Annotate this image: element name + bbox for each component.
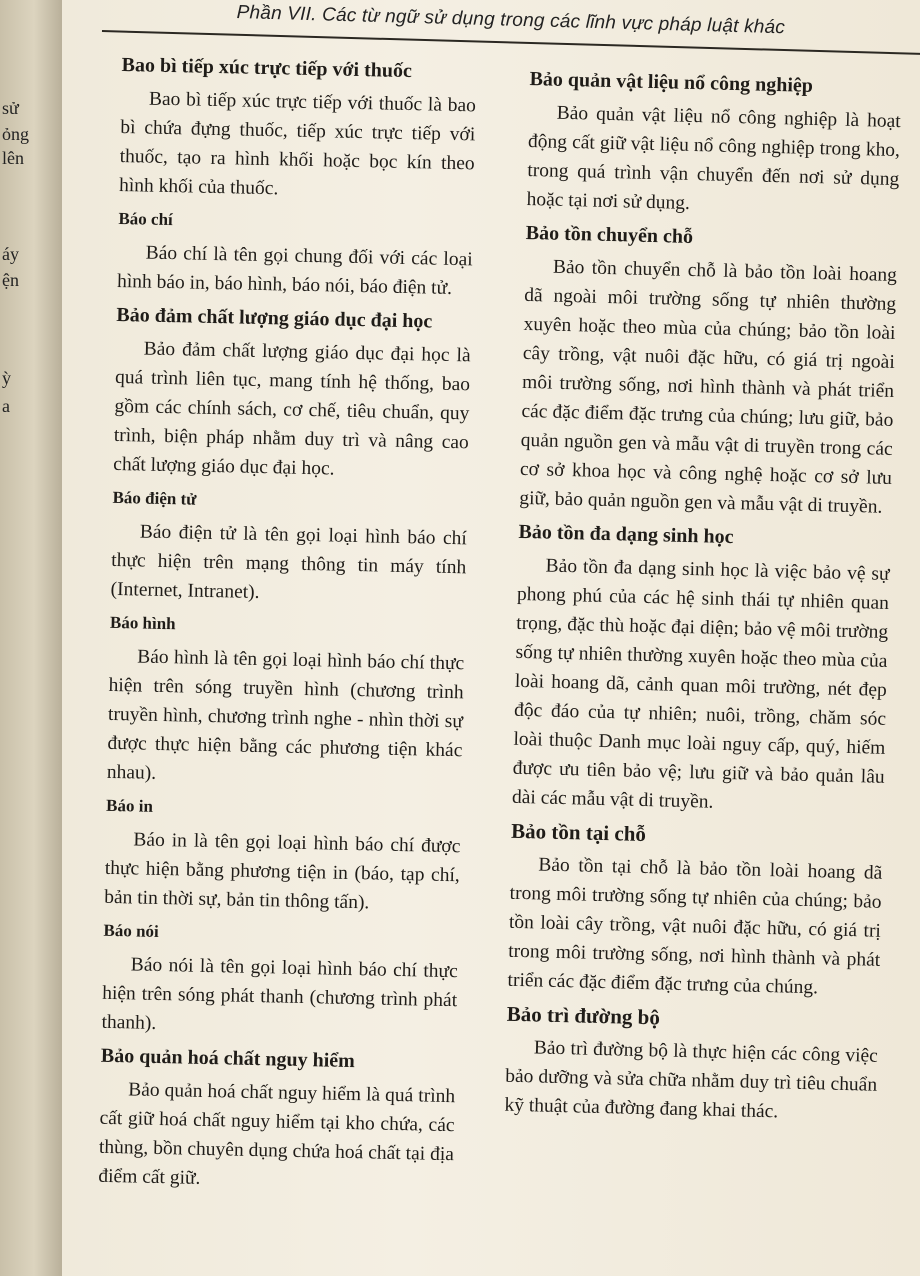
glossary-entry — [101, 918, 458, 1044]
entry-definition: Báo nói là tên gọi loại hình báo chí thực hiện trên sóng phát thanh (chương trình phát thanh). — [101, 954, 458, 1034]
book-page — [62, 0, 920, 1276]
edge-fragment: ỏng — [2, 124, 29, 144]
glossary-entry — [526, 66, 902, 223]
glossary-entry — [107, 610, 466, 794]
entry-definition: Báo hình là tên gọi loại hình báo chí thực hiện trên sóng truyền hình (chương trình truyền hình, chương trình nghe - nhìn thời sự được thực hiện bằng các phương tiện khác nhau). — [106, 646, 465, 784]
glossary-entry — [504, 1001, 879, 1129]
entry-definition: Bảo tồn chuyển chỗ là bảo tồn loài hoang dã ngoài môi trường sống tự nhiên thường xuyên hoặc theo mùa của chúng; bảo tồn loài cây trồng, vật nuôi đặc hữu, có giá trị ngoài môi trường sống, nơi hình thành và phát triển các đặc điểm đặc trưng của chúng; lưu giữ, bảo quản nguồn gen và mẫu vật di truyền trong các cơ sở khoa học và công nghệ hoặc cơ sở lưu giữ, bảo quản nguồn gen và mẫu vật di truyền. — [519, 256, 898, 518]
edge-fragment: ỳ — [2, 368, 11, 388]
previous-page-edge — [0, 0, 62, 1276]
glossary-entry — [113, 302, 472, 486]
glossary-entry — [104, 793, 461, 919]
edge-fragment: sử — [2, 98, 19, 118]
entry-term: Bảo tồn đa dạng sinh học — [518, 520, 734, 549]
entry-term: Bảo tồn chuyển chỗ — [525, 221, 694, 249]
entry-definition: Bảo quản vật liệu nổ công nghiệp là hoạt động cất giữ vật liệu nổ công nghiệp trong kho, trong quá trình vận chuyển đến nơi sử dụng hoặc tại nơi sử dụng. — [526, 102, 901, 214]
glossary-entry — [507, 818, 883, 1004]
entry-term: Báo in — [105, 795, 154, 816]
entry-term: Báo nói — [103, 920, 159, 941]
entry-term: Bảo tồn tại chỗ — [510, 818, 647, 847]
glossary-entry — [512, 519, 891, 821]
entry-definition: Bao bì tiếp xúc trực tiếp với thuốc là bao bì chứa đựng thuốc, tiếp xúc trực tiếp với thuốc, tạo ra hình khối hoặc bọc kín theo hình khối của thuốc. — [118, 88, 477, 200]
entry-term: Bảo quản vật liệu nổ công nghiệp — [529, 67, 814, 97]
right-column — [504, 62, 902, 1135]
entry-term: Bao bì tiếp xúc trực tiếp với thuốc — [121, 53, 413, 83]
edge-fragment: lên — [2, 148, 24, 168]
entry-definition: Báo điện tử là tên gọi loại hình báo chí thực hiện trên mạng thông tin máy tính (Internet, Intranet). — [110, 521, 468, 603]
entry-definition: Bảo tồn tại chỗ là bảo tồn loài hoang dã trong môi trường sống tự nhiên của chúng; bảo tồn loài cây trồng, vật nuôi đặc hữu, có giá trị trong môi trường sống, nơi hình thành và phát triển các đặc điểm đặc trưng của chúng. — [507, 854, 883, 999]
glossary-entry — [519, 220, 898, 522]
entry-definition: Bảo đảm chất lượng giáo dục đại học là quá trình liên tục, mang tính hệ thống, bao gồm các chính sách, cơ chế, tiêu chuẩn, quy trình, biện pháp nhằm duy trì và nâng cao chất lượng giáo dục đại học. — [113, 338, 471, 480]
edge-fragment: ện — [2, 270, 19, 290]
glossary-entry — [117, 206, 474, 303]
glossary-entry — [110, 485, 467, 611]
entry-definition: Bảo tồn đa dạng sinh học là việc bảo vệ sự phong phú của các hệ sinh thái tự nhiên quan trọng, đặc thù hoặc đại diện; bảo vệ môi trường sống tự nhiên thường xuyên hoặc theo mùa của loài hoang dã, cảnh quan môi trường, nét đẹp độc đáo của tự nhiên; nuôi, trồng, chăm sóc loài thuộc Danh mục loài nguy cấp, quý, hiếm được ưu tiên bảo vệ; lưu giữ và bảo quản lâu dài các mẫu vật di truyền. — [511, 555, 890, 813]
entry-term: Báo hình — [109, 612, 176, 634]
edge-fragment: áy — [2, 244, 19, 264]
entry-definition: Bảo quản hoá chất nguy hiểm là quá trình cất giữ hoá chất nguy hiểm tại kho chứa, các thùng, bồn chuyên dụng chứa hoá chất tại địa điểm cất giữ. — [98, 1079, 456, 1189]
glossary-entry — [98, 1043, 456, 1198]
left-column — [98, 48, 477, 1204]
entry-definition: Báo in là tên gọi loại hình báo chí được thực hiện bằng phương tiện in (báo, tạp chí, bản tin thời sự, bản tin thông tấn). — [103, 829, 461, 914]
entry-term: Bảo đảm chất lượng giáo dục đại học — [116, 303, 433, 333]
entry-definition: Bảo trì đường bộ là thực hiện các công việc bảo dưỡng và sửa chữa nhằm duy trì tiêu chuẩn kỹ thuật của đường đang khai thác. — [504, 1037, 879, 1123]
entry-term: Báo chí — [118, 208, 173, 230]
running-head: Phần VII. Các từ ngữ sử dụng trong các lĩnh vực pháp luật khác — [236, 2, 786, 39]
entry-term: Báo điện tử — [112, 487, 197, 509]
entry-term: Bảo trì đường bộ — [506, 1001, 661, 1030]
entry-term: Bảo quản hoá chất nguy hiểm — [100, 1044, 356, 1073]
edge-fragment: a — [2, 396, 10, 416]
glossary-entry — [119, 52, 477, 207]
entry-definition: Báo chí là tên gọi chung đối với các loại hình báo in, báo hình, báo nói, báo điện tử. — [116, 242, 473, 299]
